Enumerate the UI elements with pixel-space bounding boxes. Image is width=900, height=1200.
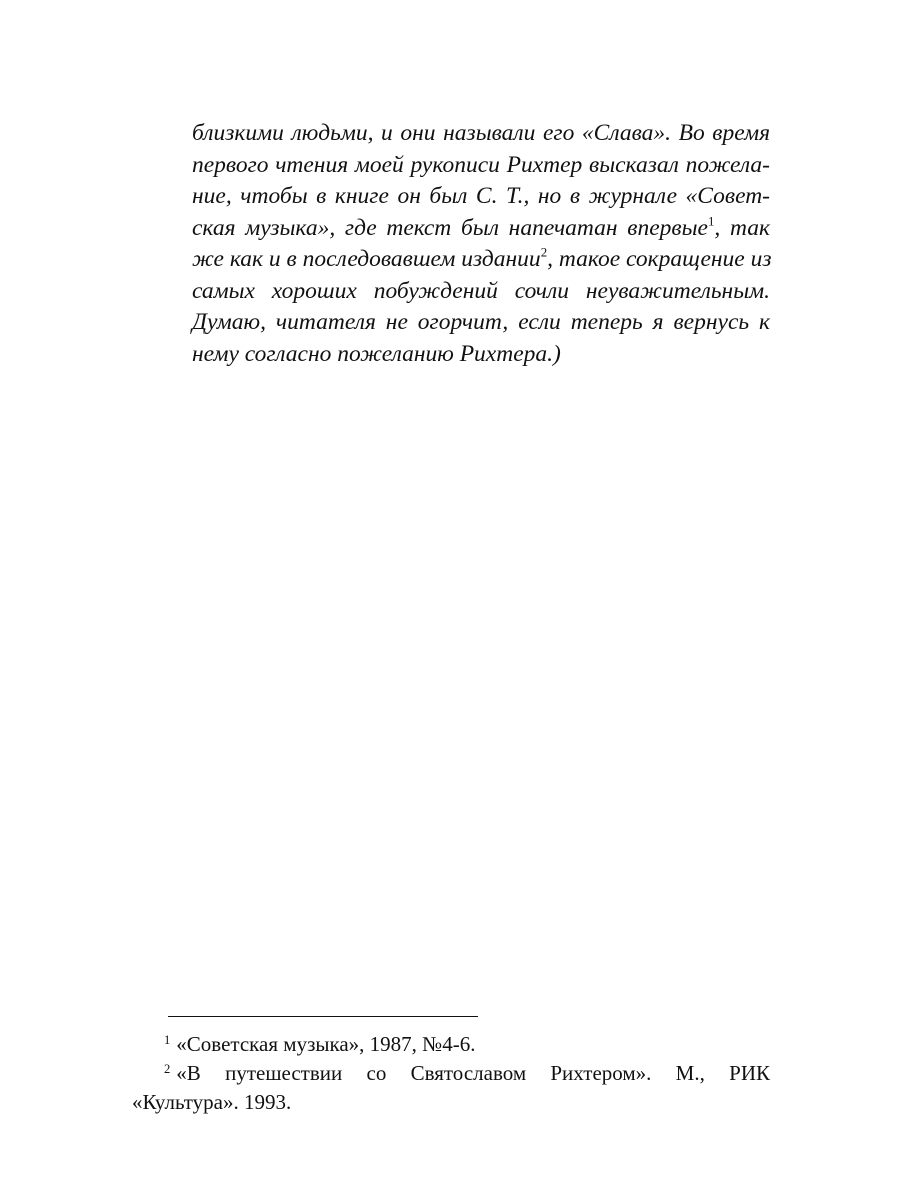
footnote-ref-1[interactable]: 1 bbox=[707, 212, 715, 228]
footnote-ref-2[interactable]: 2 bbox=[540, 244, 548, 260]
paragraph-line: самых хороших побуждений сочли неуважительным. bbox=[192, 277, 770, 304]
paragraph-line bbox=[192, 244, 770, 276]
paragraph-line: первого чтения моей рукописи Рихтер высказал пожела- bbox=[192, 151, 770, 178]
paragraph-line bbox=[192, 213, 770, 245]
paragraph-line: нему согласно пожеланию Рихтера.) bbox=[192, 340, 561, 367]
paragraph-line: ние, чтобы в книге он был С. Т., но в журнале «Совет- bbox=[192, 183, 770, 209]
line-text: ская музыка», где текст был напечатан впервые bbox=[192, 214, 708, 241]
line-text: же как и в последовавшем издании bbox=[192, 246, 541, 272]
body-paragraph bbox=[192, 118, 770, 370]
footnote-1 bbox=[132, 1030, 770, 1059]
line-text: , так bbox=[714, 214, 770, 241]
footnote-2-continuation: «Культура». 1993. bbox=[132, 1090, 292, 1114]
line-text: , такое сокращение из bbox=[547, 246, 772, 272]
footnote-text: «Советская музыка», 1987, №4-6. bbox=[176, 1032, 476, 1056]
footnote-2 bbox=[132, 1059, 770, 1088]
footnote-number: 1 bbox=[164, 1033, 171, 1048]
paragraph-line: близкими людьми, и они называли его «Слава». Во время bbox=[192, 120, 770, 146]
paragraph-line: Думаю, читателя не огорчит, если теперь я вернусь к bbox=[192, 309, 770, 335]
footnotes bbox=[132, 1030, 770, 1117]
footnote-separator bbox=[168, 1016, 478, 1017]
footnote-text: «В путешествии со Святославом Рихтером». М., РИК bbox=[176, 1061, 770, 1085]
footnote-number: 2 bbox=[164, 1062, 171, 1077]
